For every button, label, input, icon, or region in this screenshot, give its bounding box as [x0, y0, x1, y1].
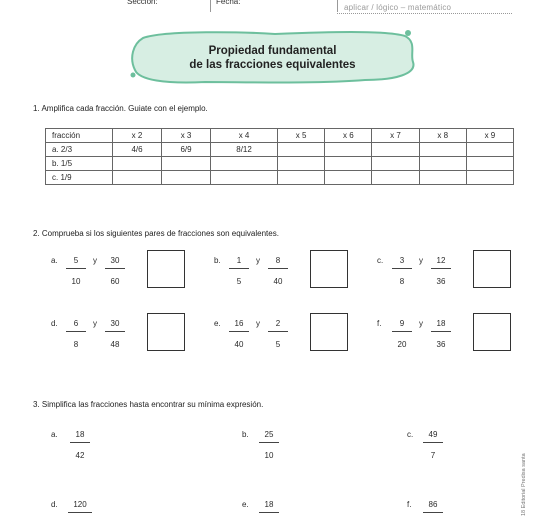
- table-cell[interactable]: 8/12: [211, 143, 278, 157]
- numerator: 18: [75, 430, 85, 439]
- fraction: [64, 318, 88, 350]
- numerator: 18: [436, 319, 446, 328]
- fraction: [257, 429, 281, 461]
- fraction-bar: [105, 331, 125, 332]
- conjunction: y: [93, 319, 97, 328]
- denominator: 7: [430, 451, 436, 460]
- numerator: 86: [428, 500, 438, 509]
- fraction: [266, 255, 290, 287]
- fraction-bar: [229, 268, 249, 269]
- skills-label: aplicar / lógico – matemático: [344, 3, 452, 12]
- fraction-bar: [268, 268, 288, 269]
- fraction-bar: [105, 268, 125, 269]
- fraction-bar: [431, 268, 451, 269]
- table-header-row: [46, 129, 514, 143]
- numerator: 49: [428, 430, 438, 439]
- fraction: [429, 255, 453, 287]
- fraction: [266, 318, 290, 350]
- denominator: 36: [436, 340, 446, 349]
- answer-box[interactable]: [310, 250, 348, 288]
- conjunction: y: [419, 256, 423, 265]
- table-cell[interactable]: [466, 157, 513, 171]
- numerator: 2: [275, 319, 281, 328]
- denominator: 10: [71, 277, 81, 286]
- pair-label: c.: [377, 256, 384, 265]
- table-header-cell: x 3: [162, 129, 211, 143]
- fraction-bar: [423, 512, 443, 513]
- fraction-bar: [68, 512, 92, 513]
- question-2-text: 2. Comprueba si los siguientes pares de fracciones son equivalentes.: [33, 229, 279, 238]
- fraction-bar: [66, 268, 86, 269]
- table-header-cell: fracción: [46, 129, 113, 143]
- answer-box[interactable]: [310, 313, 348, 351]
- denominator: 42: [75, 451, 85, 460]
- table-cell[interactable]: [466, 171, 513, 185]
- answer-box[interactable]: [147, 313, 185, 351]
- table-cell[interactable]: 4/6: [113, 143, 162, 157]
- numerator: 6: [73, 319, 79, 328]
- table-cell[interactable]: 6/9: [162, 143, 211, 157]
- table-cell[interactable]: [278, 171, 325, 185]
- item-label: e.: [242, 500, 249, 509]
- numerator: 1: [236, 256, 242, 265]
- denominator: 40: [273, 277, 283, 286]
- denominator: 5: [275, 340, 281, 349]
- amplify-table: [45, 128, 514, 185]
- table-header-cell: x 7: [372, 129, 419, 143]
- numerator: 120: [73, 500, 87, 509]
- page-title-line-1: Propiedad fundamental: [208, 45, 337, 57]
- pair-label: e.: [214, 319, 221, 328]
- numerator: 30: [110, 319, 120, 328]
- table-cell[interactable]: [162, 157, 211, 171]
- fraction: [227, 255, 251, 287]
- page-title-line-2: de las fracciones equivalentes: [189, 59, 356, 71]
- fraction-bar: [229, 331, 249, 332]
- table-header-cell: x 6: [325, 129, 372, 143]
- fraction-bar: [268, 331, 288, 332]
- item-label: c.: [407, 430, 414, 439]
- item-label: b.: [242, 430, 249, 439]
- numerator: 3: [399, 256, 405, 265]
- conjunction: y: [419, 319, 423, 328]
- denominator: 10: [264, 451, 274, 460]
- conjunction: y: [256, 256, 260, 265]
- fraction: [257, 499, 281, 520]
- header-dotted-line: [337, 13, 512, 14]
- section-label: Sección:: [127, 0, 158, 6]
- numerator: 30: [110, 256, 120, 265]
- fraction: [390, 255, 414, 287]
- pair-label: a.: [51, 256, 58, 265]
- answer-box[interactable]: [473, 313, 511, 351]
- pair-label: f.: [377, 319, 382, 328]
- numerator: 5: [73, 256, 79, 265]
- numerator: 18: [264, 500, 274, 509]
- table-cell[interactable]: [113, 157, 162, 171]
- table-header-cell: x 9: [466, 129, 513, 143]
- denominator: 8: [399, 277, 405, 286]
- fraction-bar: [259, 442, 279, 443]
- fraction-bar: [66, 331, 86, 332]
- table-cell[interactable]: [278, 157, 325, 171]
- header-divider: [337, 0, 338, 12]
- table-cell[interactable]: [419, 157, 466, 171]
- fraction-bar: [423, 442, 443, 443]
- pair-label: b.: [214, 256, 221, 265]
- fraction-bar: [392, 268, 412, 269]
- header-divider: [210, 0, 211, 12]
- question-1-text: 1. Amplifica cada fracción. Guiate con el ejemplo.: [33, 104, 208, 113]
- fraction: [421, 429, 445, 461]
- table-cell[interactable]: [211, 171, 278, 185]
- fraction: [66, 499, 94, 520]
- fraction-bar: [259, 512, 279, 513]
- numerator: 12: [436, 256, 446, 265]
- table-cell[interactable]: [419, 143, 466, 157]
- table-cell[interactable]: [162, 171, 211, 185]
- table-cell[interactable]: [211, 157, 278, 171]
- denominator: 5: [236, 277, 242, 286]
- table-cell[interactable]: [325, 143, 372, 157]
- table-cell: a. 2/3: [46, 143, 113, 157]
- table-cell[interactable]: [325, 171, 372, 185]
- fraction: [390, 318, 414, 350]
- numerator: 8: [275, 256, 281, 265]
- item-label: d.: [51, 500, 58, 509]
- table-cell[interactable]: [372, 143, 419, 157]
- fraction: [103, 255, 127, 287]
- numerator: 25: [264, 430, 274, 439]
- table-cell: b. 1/5: [46, 157, 113, 171]
- table-header-cell: x 8: [419, 129, 466, 143]
- denominator: 60: [110, 277, 120, 286]
- numerator: 16: [234, 319, 244, 328]
- fraction: [227, 318, 251, 350]
- conjunction: y: [93, 256, 97, 265]
- answer-box[interactable]: [147, 250, 185, 288]
- table-cell[interactable]: [278, 143, 325, 157]
- date-label: Fecha:: [216, 0, 241, 6]
- denominator: 40: [234, 340, 244, 349]
- question-3-text: 3. Simplifica las fracciones hasta encontrar su mínima expresión.: [33, 400, 264, 409]
- table-cell[interactable]: [466, 143, 513, 157]
- table-cell[interactable]: [372, 171, 419, 185]
- fraction-bar: [70, 442, 90, 443]
- side-credit-text: 18 Editorial Predisa santa: [521, 453, 527, 516]
- fraction: [429, 318, 453, 350]
- item-label: f.: [407, 500, 412, 509]
- fraction: [103, 318, 127, 350]
- fraction-bar: [392, 331, 412, 332]
- answer-box[interactable]: [473, 250, 511, 288]
- fraction: [68, 429, 92, 461]
- table-cell: c. 1/9: [46, 171, 113, 185]
- fraction: [64, 255, 88, 287]
- fraction-bar: [431, 331, 451, 332]
- numerator: 9: [399, 319, 405, 328]
- denominator: 48: [110, 340, 120, 349]
- denominator: 36: [436, 277, 446, 286]
- table-row: [46, 157, 514, 171]
- pair-label: d.: [51, 319, 58, 328]
- table-cell[interactable]: [372, 157, 419, 171]
- table-cell[interactable]: [325, 157, 372, 171]
- table-header-cell: x 4: [211, 129, 278, 143]
- denominator: 8: [73, 340, 79, 349]
- table-header-cell: x 2: [113, 129, 162, 143]
- table-cell[interactable]: [113, 171, 162, 185]
- denominator: 20: [397, 340, 407, 349]
- table-row: [46, 171, 514, 185]
- table-row: [46, 143, 514, 157]
- table-cell[interactable]: [419, 171, 466, 185]
- item-label: a.: [51, 430, 58, 439]
- fraction: [421, 499, 445, 520]
- conjunction: y: [256, 319, 260, 328]
- table-header-cell: x 5: [278, 129, 325, 143]
